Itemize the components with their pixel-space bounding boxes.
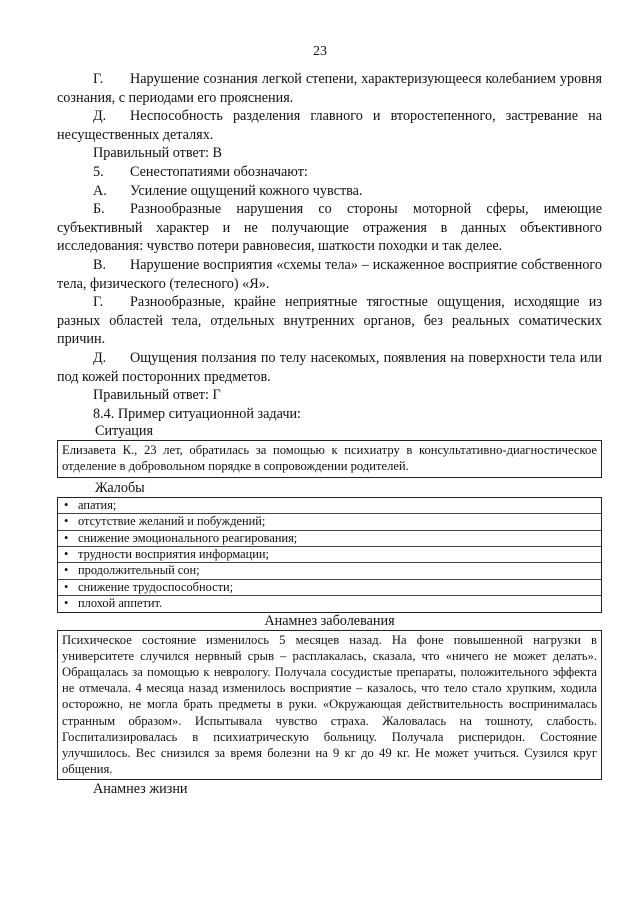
list-item: • продолжительный сон; xyxy=(58,563,601,579)
option-d: Д. Ощущения ползания по телу насекомых, появления на поверхности тела или под кожей посторонних предметов. xyxy=(57,349,602,385)
anamnesis-disease-box: Психическое состояние изменилось 5 месяцев назад. На фоне повышенной нагрузки в университете случился нервный срыв – расплакалась, сказала, что «ничего не может делать». Обращалась за помощью к неврологу. Получала сосудистые препараты, положительного эффекта не отмечала. 4 месяца назад изменилось восприятие – казалось, что тело стало хрупким, ходила осторожно, не могла брать предметы в руки. «Окружающая действительность воспринималась странным образом». Испытывала чувство страха. Жаловалась на тошноту, слабость. Госпитализировалась в психиатрическую больницу. Получала рисперидон. Состояние улучшилось. Вес снизился за время болезни на 9 кг до 49 кг. Не может учиться. Сузился круг общения. xyxy=(57,630,602,781)
situation-title: Ситуация xyxy=(95,423,153,440)
paragraph-d: Д. Неспособность разделения главного и второстепенного, застревание на несущественных деталях. xyxy=(57,108,602,143)
example-title: 8.4. Пример ситуационной задачи: xyxy=(93,405,301,422)
option-v: В. Нарушение восприятия «схемы тела» – искаженное восприятие собственного тела, физического (телесного) «Я». xyxy=(57,256,602,292)
list-item: • плохой аппетит. xyxy=(64,596,163,611)
list-item: • снижение трудоспособности; xyxy=(58,580,601,596)
list-item: • снижение эмоционального реагирования; xyxy=(58,531,601,547)
question-5: 5. Сенестопатиями обозначают: xyxy=(93,163,308,180)
option-b: Б. Разнообразные нарушения со стороны моторной сферы, имеющие субъективный характер и не получающие отражения в данных объективного исследования: чувство потери равновесия, шаткости походки и так делее. xyxy=(57,201,602,255)
option-g: Г. Разнообразные, крайне неприятные тягостные ощущения, исходящие из разных областей тела, отдельных внутренних органов, без реальных соматических причин. xyxy=(57,294,602,348)
bullet-icon: • xyxy=(64,514,69,529)
option-a: А. Усиление ощущений кожного чувства. xyxy=(93,182,363,199)
bullet-icon: • xyxy=(64,596,69,611)
list-item: • отсутствие желаний и побуждений; xyxy=(58,514,601,530)
anamnesis-life-title: Анамнез жизни xyxy=(93,781,188,798)
page-content xyxy=(57,70,602,799)
correct-answer-2: Правильный ответ: Г xyxy=(93,387,221,404)
page-number: 23 xyxy=(313,44,327,59)
situation-box: Елизавета К., 23 лет, обратилась за помощью к психиатру в консультативно-диагностическое отделение в добровольном порядке в сопровождении родителей. xyxy=(57,440,602,477)
list-item: • апатия; xyxy=(58,498,601,514)
correct-answer-1: Правильный ответ: В xyxy=(93,145,222,162)
bullet-icon: • xyxy=(64,546,69,561)
paragraph-g: Г. Нарушение сознания легкой степени, характеризующееся колебанием уровня сознания, с периодами его прояснения. xyxy=(57,71,602,106)
anamnesis-disease-title: Анамнез заболевания xyxy=(264,612,395,629)
bullet-icon: • xyxy=(64,563,69,578)
bullet-icon: • xyxy=(64,579,69,594)
bullet-icon: • xyxy=(64,497,69,512)
bullet-icon: • xyxy=(64,530,69,545)
complaints-list xyxy=(57,497,602,613)
complaints-title: Жалобы xyxy=(95,479,145,496)
list-item: • трудности восприятия информации; xyxy=(58,547,601,563)
